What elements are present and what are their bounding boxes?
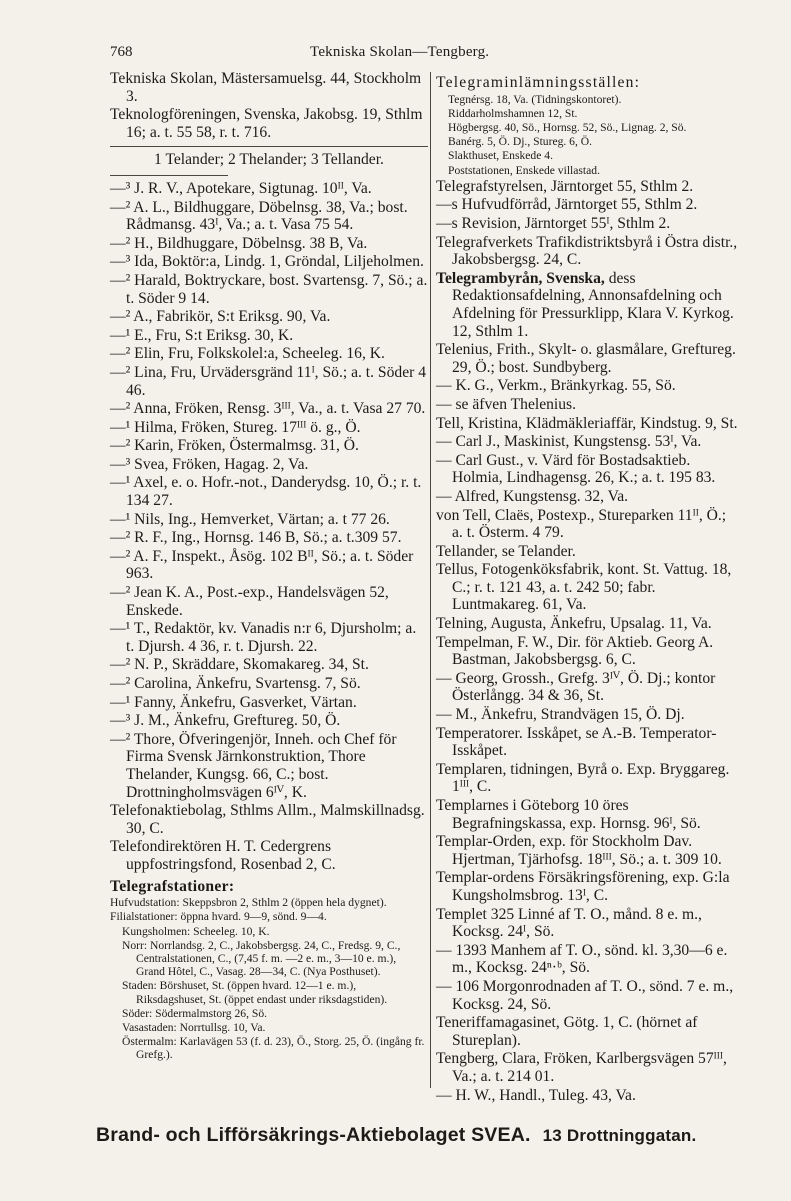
telegraf-branch: Staden: Börshuset, St. (öppen hvard. 12—1 e. m.), Riksdagshuset, St. (öppet endast under riksdagstiden). [122,979,388,1006]
list-item: Tellander, se Telander. [436,542,576,560]
list-item: —¹ Axel, e. o. Hofr.-not., Danderydsg. 10, Ö.; r. t. 134 27. [110,474,422,510]
telegraf-branch: Östermalm: Karlavägen 53 (f. d. 23), Ö., Storg. 25, Ö. (ingång fr. Grefg.). [122,1035,425,1062]
telegrambyran-details: dess Redaktionsafdelning, Annonsafdelning och Afdelning för Pressurklipp, Klara V. Kyrkog. 12, Sthlm 1. [452,269,734,340]
page-number: 768 [110,44,133,60]
telegrafstationer-heading: Telegrafstationer: [110,877,235,895]
advert-address: 13 Drottninggatan. [542,1126,697,1145]
list-item: — K. G., Verkm., Bränkyrkag. 55, Sö. [436,377,676,395]
telegram-office: Högbergsg. 40, Sö., Hornsg. 52, Sö., Lignag. 2, Sö. [448,121,687,134]
advert-company: Brand- och Lifförsäkrings-Aktiebolaget SVEA. [96,1124,531,1146]
list-item: Tell, Kristina, Klädmäkleriaffär, Kindstug. 9, St. [436,414,738,432]
list-item: —² Harald, Boktryckare, bost. Svartensg. 7, Sö.; a. t. Söder 9 14. [110,271,428,307]
list-item: —² Carolina, Änkefru, Svartensg. 7, Sö. [110,675,361,692]
name-variants-line: 1 Telander; 2 Thelander; 3 Tellander. [154,151,384,169]
list-item: Teneriffamagasinet, Götg. 1, C. (hörnet af Stureplan). [436,1014,698,1049]
list-item: —² R. F., Ing., Hornsg. 146 B, Sö.; a. t.309 57. [110,529,402,547]
list-item: —² A. F., Inspekt., Åsög. 102 Bᴵᴵ, Sö.; a. t. Söder 963. [110,547,414,583]
list-item: —¹ E., Fru, S:t Eriksg. 30, K. [110,326,294,344]
telegrambyran-entry [436,270,738,340]
list-item: — H. W., Handl., Tuleg. 43, Va. [436,1086,636,1104]
list-item: —¹ Fanny, Änkefru, Gasverket, Värtan. [110,693,357,711]
list-item: Telenius, Frith., Skylt- o. glasmålare, Greftureg. 29, Ö.; bost. Sundbyberg. [436,341,736,376]
list-item: Tengberg, Clara, Fröken, Karlbergsvägen 57ᴵᴵᴵ, Va.; a. t. 214 01. [436,1050,727,1085]
list-item: —³ Ida, Boktör:a, Lindg. 1, Gröndal, Liljeholmen. [110,253,424,271]
list-item: von Tell, Claës, Postexp., Stureparken 11ᴵᴵ, Ö.; a. t. Österm. 4 79. [436,506,727,542]
telegrambyran-name: Telegrambyrån, Svenska, [436,269,605,287]
list-item: —² Lina, Fru, Urvädersgränd 11ᴵ, Sö.; a. t. Söder 4 46. [110,363,427,399]
page-header [110,44,711,68]
list-item: —¹ Nils, Ing., Hemverket, Värtan; a. t 77 26. [110,510,390,528]
telegraf-branch: Söder: Södermalmstorg 26, Sö. [122,1006,268,1020]
list-item: — 1393 Manhem af T. O., sönd. kl. 3,30—6 e. m., Kocksg. 24ⁿ·ᵇ, Sö. [436,941,728,977]
list-item: —s Hufvudförråd, Järntorget 55, Sthlm 2. [436,196,698,214]
list-item: Telegrafverkets Trafikdistriktsbyrå i Östra distr., Jakobsbergsg. 24, C. [436,233,738,269]
list-item: — M., Änkefru, Strandvägen 15, Ö. Dj. [436,706,685,724]
footer-advertisement [96,1124,756,1147]
list-item: —² A., Fabrikör, S:t Eriksg. 90, Va. [110,308,331,326]
list-item: Templarnes i Göteborg 10 öres Begrafningskassa, exp. Hornsg. 96ᴵ, Sö. [436,797,701,832]
list-item: —² Thore, Öfveringenjör, Inneh. och Chef för Firma Svensk Järnkonstruktion, Thore Thelander, Kungsg. 66, C.; bost. Drottningholmsvägen 6ᴵⱽ, K. [110,730,397,801]
telegram-office: Riddarholmshamnen 12, St. [448,106,578,120]
list-item: Telning, Augusta, Änkefru, Upsalag. 11, Va. [436,615,712,633]
list-item: — 106 Morgonrodnaden af T. O., sönd. 7 e. m., Kocksg. 24, Sö. [436,977,734,1013]
list-item: Telefondirektören H. T. Cedergrens uppfostringsfond, Rosenbad 2, C. [110,838,336,873]
list-item: —² Karin, Fröken, Östermalmsg. 31, Ö. [110,437,359,455]
list-item: Telegrafstyrelsen, Järntorget 55, Sthlm 2. [436,177,694,195]
telegraf-main-station: Hufvudstation: Skeppsbron 2, Sthlm 2 (öppen hela dygnet). [110,896,387,910]
section-rule [110,146,428,147]
list-item: —² H., Bildhuggare, Döbelnsg. 38 B, Va. [110,234,368,252]
list-item: —³ J. R. V., Apotekare, Sigtunag. 10ᴵᴵ, Va. [110,179,372,197]
section-rule-short [110,175,228,176]
list-item: —² Anna, Fröken, Rensg. 3ᴵᴵᴵ, Va., a. t. Vasa 27 70. [110,400,426,418]
entry-tekniska-skolan: Tekniska Skolan, Mästersamuelsg. 44, Stockholm 3. [110,70,422,105]
telegram-office: Tegnérsg. 18, Va. (Tidningskontoret). [448,92,622,106]
telegram-office: Slakthuset, Enskede 4. [448,149,553,163]
list-item: — Carl J., Maskinist, Kungstensg. 53ᴵ, Va. [436,433,702,451]
list-item: Tellus, Fotogenköksfabrik, kont. St. Vattug. 18, C.; r. t. 121 43, a. t. 242 50; fabr. Luntmakareg. 61, Va. [436,561,732,614]
list-item: —s Revision, Järntorget 55ᴵ, Sthlm 2. [436,215,671,232]
list-item: —² Jean K. A., Post.-exp., Handelsvägen 52, Enskede. [110,584,389,619]
column-divider [430,72,431,1088]
list-item: Tempelman, F. W., Dir. för Aktieb. Georg A. Bastman, Jakobsbergsg. 6, C. [436,633,714,669]
telegraf-branch: Vasastaden: Norrtullsg. 10, Va. [122,1020,266,1034]
list-item: —¹ T., Redaktör, kv. Vanadis n:r 6, Djursholm; a. t. Djursh. 4 36, r. t. Djursh. 22. [110,620,417,655]
list-item: Templaren, tidningen, Byrå o. Exp. Bryggareg. 1ᴵᴵᴵ, C. [436,760,730,796]
list-item: Temperatorer. Isskåpet, se A.-B. Temperator-Isskåpet. [436,724,717,760]
list-item: —³ Svea, Fröken, Hagag. 2, Va. [110,455,309,473]
telegraminlamningsstallen-heading: Telegraminlämningsställen: [436,74,641,91]
list-item: — se äfven Thelenius. [436,395,577,413]
left-column [110,70,428,1063]
entry-teknologforeningen: Teknologföreningen, Svenska, Jakobsg. 19, Sthlm 16; a. t. 55 58, r. t. 716. [110,106,423,141]
list-item: —¹ Hilma, Fröken, Stureg. 17ᴵᴵᴵ ö. g., Ö. [110,418,361,436]
telegraf-branch: Kungsholmen: Scheeleg. 10, K. [122,924,270,938]
list-item: Templar-ordens Försäkringsförening, exp. G:la Kungsholmsbrog. 13ᴵ, C. [436,869,730,904]
list-item: —² Elin, Fru, Folkskolel:a, Scheeleg. 16, K. [110,345,385,363]
list-item: Templet 325 Linné af T. O., månd. 8 e. m., Kocksg. 24ᴵ, Sö. [436,905,702,941]
list-item: Templar-Orden, exp. för Stockholm Dav. Hjertman, Tjärhofsg. 18ᴵᴵᴵ, Sö.; a. t. 309 10. [436,833,722,868]
list-item: —³ J. M., Änkefru, Greftureg. 50, Ö. [110,712,341,730]
list-item: —² A. L., Bildhuggare, Döbelnsg. 38, Va.; bost. Rådmansg. 43ᴵ, Va.; a. t. Vasa 75 54. [110,198,408,234]
list-item: —² N. P., Skräddare, Skomakareg. 34, St. [110,656,369,674]
telegram-office: Poststationen, Enskede villastad. [448,163,600,177]
list-item: — Carl Gust., v. Värd för Bostadsaktieb. Holmia, Lindhagensg. 26, K.; a. t. 195 83. [436,451,716,487]
telegraf-branch: Norr: Norrlandsg. 2, C., Jakobsbergsg. 24, C., Fredsg. 9, C., Centralstationen, C., (7,45 f. m. —2 e. m., 3—10 e. m.), Grand Hôtel, C., Vasag. 28—34, C. (Nya Posthuset). [122,938,401,979]
list-item: — Georg, Grossh., Grefg. 3ᴵⱽ, Ö. Dj.; kontor Österlångg. 34 & 36, St. [436,669,716,705]
running-title: Tekniska Skolan—Tengberg. [310,44,490,60]
list-item: Telefonaktiebolag, Sthlms Allm., Malmskillnadsg. 30, C. [110,802,425,837]
telegraf-branch-hours: Filialstationer: öppna hvard. 9—9, sönd. 9—4. [110,910,327,924]
telegram-office: Banérg. 5, Ö. Dj., Stureg. 6, Ö. [448,135,593,149]
list-item: — Alfred, Kungstensg. 32, Va. [436,487,629,505]
right-column [436,70,738,1105]
